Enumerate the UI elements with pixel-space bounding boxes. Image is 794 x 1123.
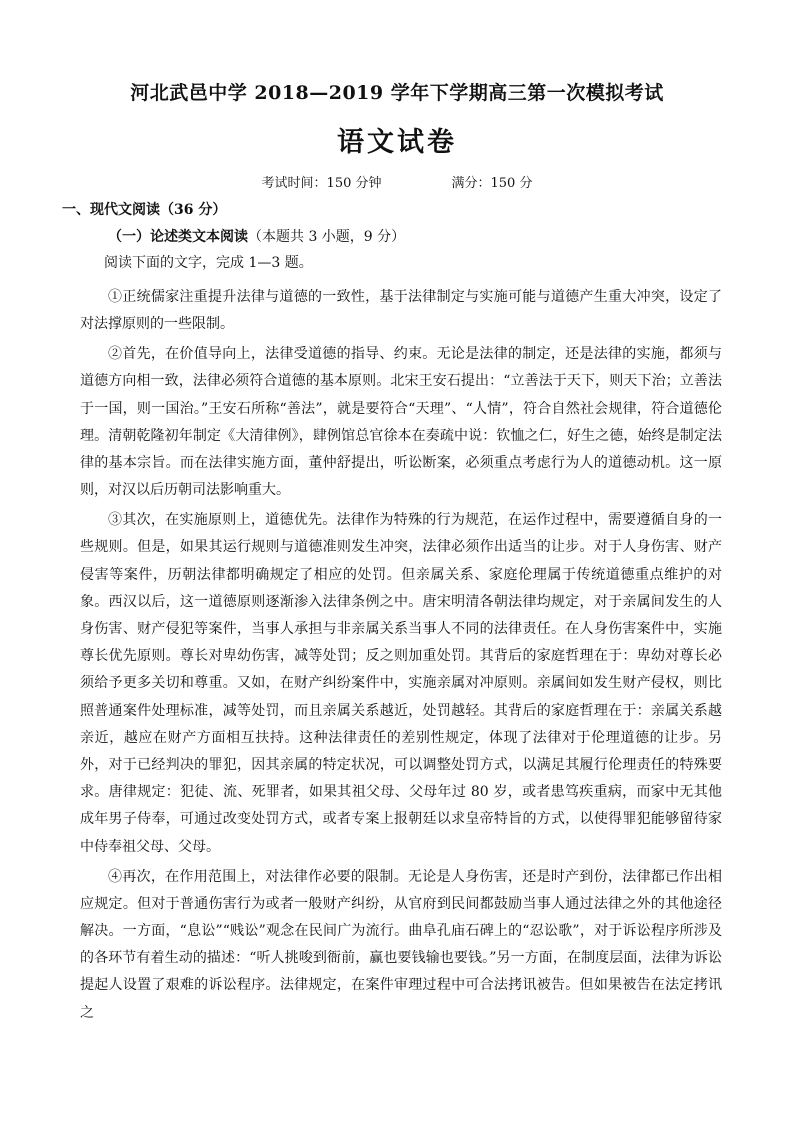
subsection-note: （本题共 3 小题，9 分） [248, 229, 406, 245]
exam-time: 考试时间：150 分钟 [261, 176, 382, 191]
passage-body [80, 284, 722, 1030]
exam-meta [0, 172, 794, 191]
passage-paragraph-2: ②首先，在价值导向上，法律受道德的指导、约束。无论是法律的制定，还是法律的实施，都须与道德方向相一致，法律必须符合道德的基本原则。北宋王安石提出：“立善法于天下，则天下治；立善法于一国，则一国治。”王安石所称“善法”，就是要符合“天理”、“人情”，符合自然社会规律，符合道德伦理。清朝乾隆初年制定《大清律例》，肆例馆总官徐本在奏疏中说：钦恤之仁，好生之德，始终是制定法律的基本宗旨。而在法律实施方面，董仲舒提出，听讼断案，必须重点考虑行为人的道德动机。这一原则，对汉以后历朝司法影响重大。 [80, 346, 722, 499]
section-heading: 一、现代文阅读（36 分） [62, 202, 227, 218]
reading-instruction: 阅读下面的文字，完成 1—3 题。 [104, 255, 313, 271]
exam-subtitle: 语文试卷 [337, 127, 457, 158]
subsection-title: （一）论述类文本阅读 [108, 229, 248, 245]
passage-paragraph-1: ①正统儒家注重提升法律与道德的一致性，基于法律制定与实施可能与道德产生重大冲突，设定了对法撑原则的一些限制。 [80, 289, 722, 333]
subsection-heading [108, 226, 405, 246]
exam-score: 满分：150 分 [451, 176, 533, 191]
passage-paragraph-4: ④再次，在作用范围上，对法律作必要的限制。无论是人身伤害，还是时产到份，法律都已作出相应规定。但对于普通伤害行为或者一般财产纠纷，从官府到民间都鼓励当事人通过法律之外的其他途径解决。一方面，“息讼”“贱讼”观念在民间广为流行。曲阜孔庙石碑上的“忍讼歌”，对于诉讼程序所涉及的各环节有着生动的描述：“听人挑唆到衙前，赢也要钱输也要钱。”另一方面，在制度层面，法律为诉讼提起人设置了艰难的诉讼程序。法律规定，在案件审理过程中可合法拷讯被告。但如果被告在法定拷讯之 [80, 868, 722, 1021]
passage-paragraph-3: ③其次，在实施原则上，道德优先。法律作为特殊的行为规范，在运作过程中，需要遵循自身的一些规则。但是，如果其运行规则与道德准则发生冲突，法律必须作出适当的让步。对于人身伤害、财产侵害等案件，历朝法律都明确规定了相应的处罚。但亲属关系、家庭伦理属于传统道德重点维护的对象。西汉以后，这一道德原则逐渐渗入法律条例之中。唐宋明清各朝法律均规定，对于亲属间发生的人身伤害、财产侵犯等案件，当事人承担与非亲属关系当事人不同的法律责任。在人身伤害案件中，实施尊长优先原则。尊长对卑幼伤害，减等处罚；反之则加重处罚。其背后的家庭哲理在于：卑幼对尊长必须给予更多关切和尊重。又如，在财产纠纷案件中，实施亲属对冲原则。亲属间如发生财产侵权，则比照普通案件处理标准，减等处罚，而且亲属关系越近，处罚越轻。其背后的家庭哲理在于：亲属关系越亲近，越应在财产方面相互扶持。这种法律责任的差别性规定，体现了法律对于伦理道德的让步。另外，对于已经判决的罪犯，因其亲属的特定状况，可以调整处罚方式，以满足其履行伦理责任的特殊要求。唐律规定：犯徒、流、死罪者，如果其祖父母、父母年过 80 岁，或者患笃疾重病，而家中无其他成年男子侍奉，可通过改变处罚方式，或者专案上报朝廷以求皇帝特旨的方式，以使得罪犯能够留待家中侍奉祖父母、父母。 [80, 512, 722, 855]
exam-title: 河北武邑中学 2018—2019 学年下学期高三第一次模拟考试 [130, 82, 664, 104]
